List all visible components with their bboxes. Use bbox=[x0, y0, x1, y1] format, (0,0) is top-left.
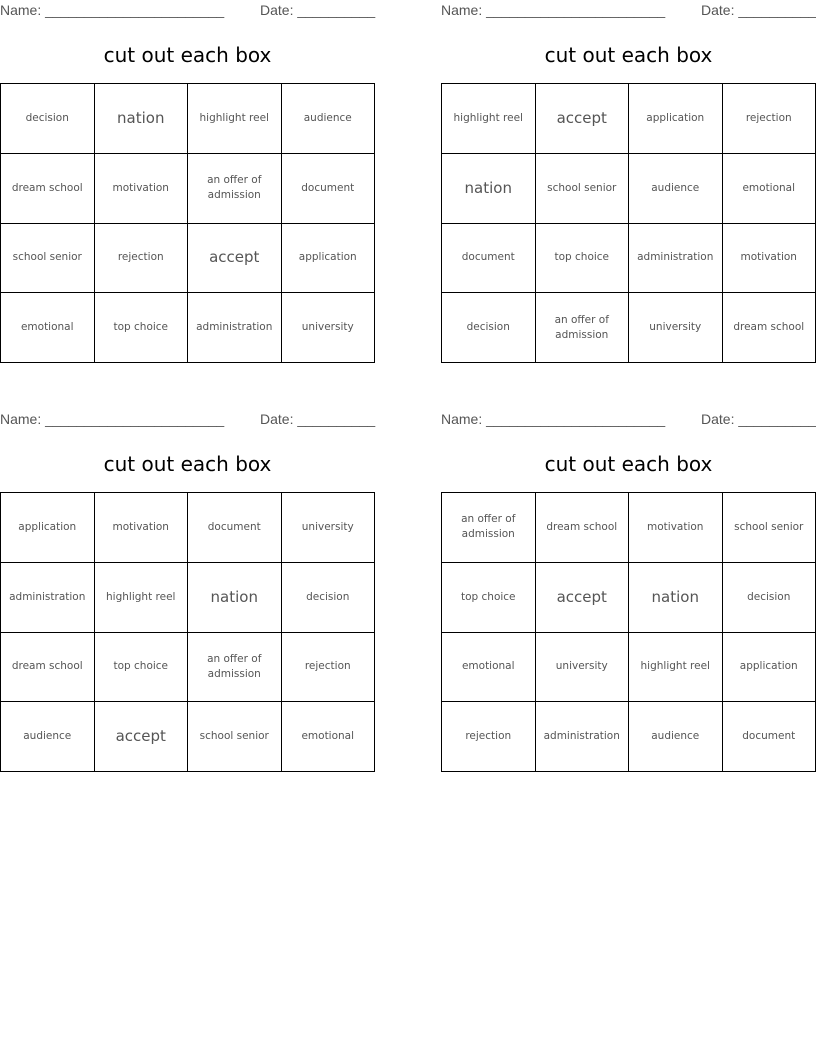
grid-cell: university bbox=[535, 632, 629, 702]
grid-cell: an offer of admission bbox=[442, 493, 536, 563]
grid-cell: document bbox=[281, 153, 375, 223]
grid-row bbox=[442, 702, 816, 772]
grid-cell: school senior bbox=[722, 493, 816, 563]
grid-cell: nation bbox=[94, 84, 188, 154]
grid-cell: application bbox=[281, 223, 375, 293]
bingo-grid bbox=[441, 492, 816, 772]
date-field: Date: __________ bbox=[701, 2, 816, 18]
date-field: Date: __________ bbox=[260, 2, 376, 18]
grid-cell: decision bbox=[281, 562, 375, 632]
grid-row bbox=[442, 153, 816, 223]
grid-cell: accept bbox=[535, 562, 629, 632]
grid-cell: audience bbox=[281, 84, 375, 154]
grid-cell: dream school bbox=[1, 632, 95, 702]
grid-cell: accept bbox=[94, 702, 188, 772]
grid-cell: rejection bbox=[94, 223, 188, 293]
bingo-grid bbox=[0, 492, 375, 772]
card-title: cut out each box bbox=[103, 452, 272, 476]
grid-row bbox=[442, 84, 816, 154]
date-field: Date: __________ bbox=[701, 411, 816, 427]
grid-cell: dream school bbox=[535, 493, 629, 563]
bingo-grid bbox=[0, 83, 375, 363]
grid-cell: accept bbox=[188, 223, 282, 293]
grid-cell: motivation bbox=[722, 223, 816, 293]
bingo-grid bbox=[441, 83, 816, 363]
grid-cell: nation bbox=[442, 153, 536, 223]
bingo-card bbox=[0, 0, 375, 363]
card-title: cut out each box bbox=[103, 43, 272, 67]
grid-cell: school senior bbox=[188, 702, 282, 772]
grid-cell: administration bbox=[629, 223, 723, 293]
grid-cell: top choice bbox=[94, 632, 188, 702]
grid-row bbox=[1, 493, 375, 563]
grid-cell: an offer of admission bbox=[188, 153, 282, 223]
grid-cell: motivation bbox=[629, 493, 723, 563]
grid-cell: university bbox=[629, 293, 723, 363]
grid-cell: highlight reel bbox=[442, 84, 536, 154]
grid-row bbox=[1, 84, 375, 154]
grid-cell: dream school bbox=[722, 293, 816, 363]
grid-cell: document bbox=[442, 223, 536, 293]
bingo-card bbox=[0, 409, 375, 772]
grid-cell: accept bbox=[535, 84, 629, 154]
grid-cell: administration bbox=[1, 562, 95, 632]
name-field: Name: _______________________ bbox=[441, 411, 666, 427]
grid-row bbox=[442, 493, 816, 563]
grid-cell: top choice bbox=[94, 293, 188, 363]
grid-row bbox=[1, 293, 375, 363]
grid-row bbox=[442, 632, 816, 702]
grid-cell: highlight reel bbox=[94, 562, 188, 632]
grid-cell: rejection bbox=[281, 632, 375, 702]
grid-row bbox=[1, 562, 375, 632]
grid-cell: university bbox=[281, 493, 375, 563]
grid-cell: emotional bbox=[442, 632, 536, 702]
grid-cell: document bbox=[188, 493, 282, 563]
grid-cell: emotional bbox=[281, 702, 375, 772]
grid-cell: an offer of admission bbox=[188, 632, 282, 702]
grid-cell: audience bbox=[629, 702, 723, 772]
grid-cell: an offer of admission bbox=[535, 293, 629, 363]
grid-cell: nation bbox=[188, 562, 282, 632]
grid-row bbox=[442, 223, 816, 293]
grid-row bbox=[1, 702, 375, 772]
grid-cell: rejection bbox=[442, 702, 536, 772]
date-field: Date: __________ bbox=[260, 411, 376, 427]
grid-cell: decision bbox=[1, 84, 95, 154]
grid-cell: nation bbox=[629, 562, 723, 632]
grid-cell: emotional bbox=[1, 293, 95, 363]
grid-cell: school senior bbox=[1, 223, 95, 293]
grid-row bbox=[1, 153, 375, 223]
grid-cell: decision bbox=[722, 562, 816, 632]
grid-cell: administration bbox=[188, 293, 282, 363]
grid-cell: audience bbox=[629, 153, 723, 223]
grid-cell: emotional bbox=[722, 153, 816, 223]
grid-cell: administration bbox=[535, 702, 629, 772]
grid-cell: decision bbox=[442, 293, 536, 363]
grid-cell: highlight reel bbox=[629, 632, 723, 702]
grid-cell: dream school bbox=[1, 153, 95, 223]
grid-cell: rejection bbox=[722, 84, 816, 154]
grid-cell: school senior bbox=[535, 153, 629, 223]
grid-cell: university bbox=[281, 293, 375, 363]
grid-cell: top choice bbox=[535, 223, 629, 293]
card-title: cut out each box bbox=[544, 43, 713, 67]
grid-cell: motivation bbox=[94, 493, 188, 563]
grid-row bbox=[442, 562, 816, 632]
grid-cell: application bbox=[629, 84, 723, 154]
grid-row bbox=[442, 293, 816, 363]
name-field: Name: _______________________ bbox=[441, 2, 666, 18]
grid-cell: document bbox=[722, 702, 816, 772]
grid-row bbox=[1, 223, 375, 293]
bingo-card bbox=[441, 0, 816, 363]
grid-cell: application bbox=[1, 493, 95, 563]
grid-cell: application bbox=[722, 632, 816, 702]
grid-row bbox=[1, 632, 375, 702]
grid-cell: top choice bbox=[442, 562, 536, 632]
grid-cell: highlight reel bbox=[188, 84, 282, 154]
grid-cell: audience bbox=[1, 702, 95, 772]
card-title: cut out each box bbox=[544, 452, 713, 476]
name-field: Name: _______________________ bbox=[0, 2, 225, 18]
bingo-card bbox=[441, 409, 816, 772]
grid-cell: motivation bbox=[94, 153, 188, 223]
name-field: Name: _______________________ bbox=[0, 411, 225, 427]
